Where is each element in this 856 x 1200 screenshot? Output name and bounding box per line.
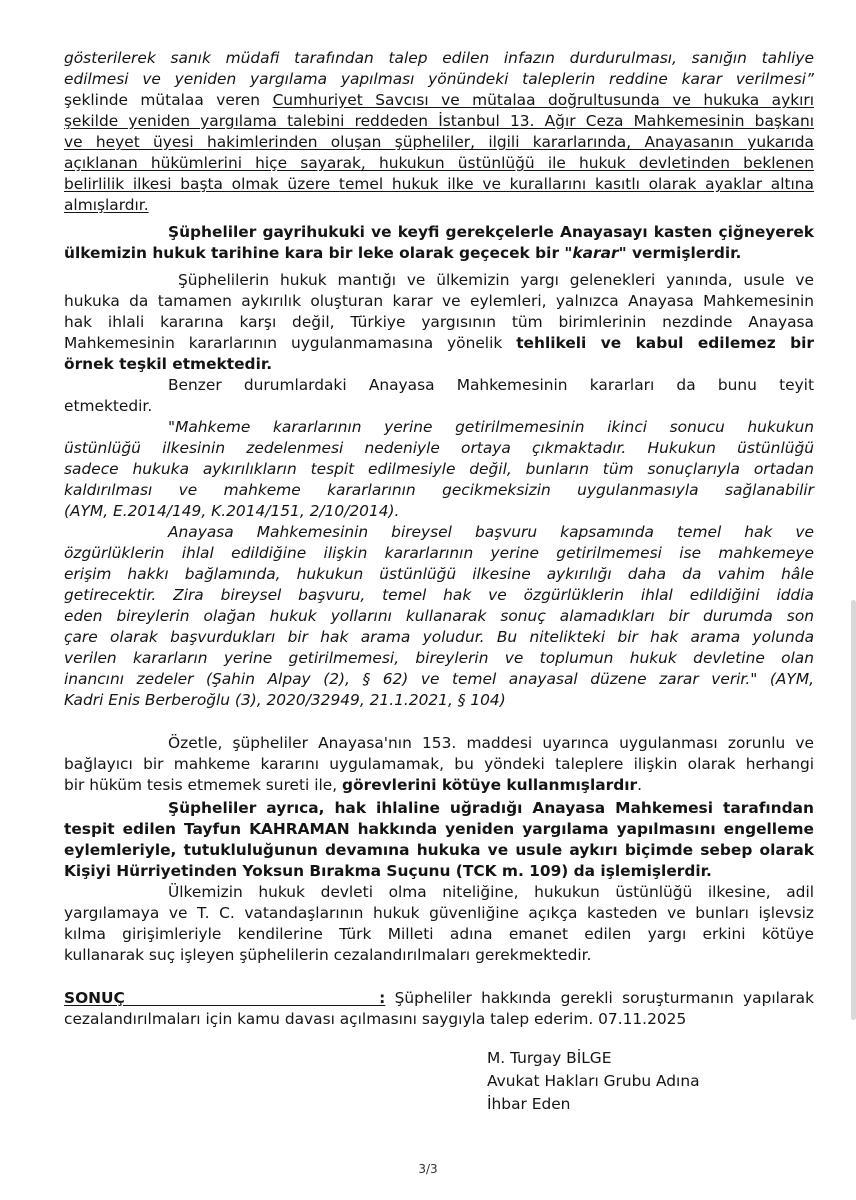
text-span: şeklinde mütalaa veren — [64, 91, 273, 109]
quote-line: üstünlüğü ilkesinin zedelenmesi nedeniyle ortaya çıkmaktadır. Hukukun üstünlüğü — [64, 439, 814, 457]
conclusion-label: SONUÇ : — [64, 989, 386, 1007]
underlined-text-line: belirlilik ilkesi başta olmak üzere temel hukuk ilke ve kurallarını kasıtlı olarak ayaklar altına — [64, 175, 814, 193]
bold-text-line: Şüpheliler ayrıca, hak ihlaline uğradığı Anayasa Mahkemesi tarafından — [168, 799, 814, 817]
quote-line: inancını zedeler (Şahin Alpay (2), § 62) ve temel anayasal düzene zarar verir." (AYM, — [64, 670, 814, 688]
italic-text: karar — [572, 244, 619, 262]
text-line — [64, 775, 814, 796]
quote-line: Kadri Enis Berberoğlu (3), 2020/32949, 21.1.2021, § 104) — [64, 691, 506, 709]
text-line: Benzer durumlardaki Anayasa Mahkemesinin kararları da bunu teyit — [168, 376, 814, 394]
text-line — [64, 90, 814, 111]
signature-role: İhbar Eden — [487, 1095, 571, 1113]
bold-statement-line — [64, 243, 814, 264]
text-line: Ülkemizin hukuk devleti olma niteliğine, hukukun üstünlüğü ilkesine, adil — [168, 883, 814, 901]
text-span: ülkemizin hukuk tarihine kara bir leke olarak geçecek bir " — [64, 244, 573, 262]
text-line: Özetle, şüpheliler Anayasa'nın 153. maddesi uyarınca uygulanması zorunlu ve — [168, 734, 814, 752]
text-line: Şüphelilerin hukuk mantığı ve ülkemizin yargı gelenekleri yanında, usule ve — [178, 271, 814, 289]
text-span: Şüpheliler hakkında gerekli soruşturmanın yapılarak — [385, 989, 815, 1007]
quote-line: erişim hakkı bağlamında, hukukun üstünlüğü ilkesine aykırılığı daha da vahim hâle — [64, 565, 814, 583]
text-span: " vermişlerdir. — [618, 244, 742, 262]
text-line: kullanarak suç işleyen şüphelilerin cezalandırılmaları gerekmektedir. — [64, 946, 592, 964]
text-line: bağlayıcı bir mahkeme kararını uygulamamak, bu yöndeki taleplere ilişkin olarak herhangi — [64, 755, 814, 773]
underlined-text-line: ve heyet üyesi hakimlerinden oluşan şüpheliler, ilgili kararlarında, Anayasanın yukarıda — [64, 133, 814, 151]
text-line: hak ihlali kararına karşı değil, Türkiye yargısının tüm birimlerinin nezdinde Anayasa — [64, 313, 814, 331]
quote-line: eden bireylerin olağan hukuk yollarını kullanarak sonuç alamadıkları bir durumda son — [64, 607, 814, 625]
signature-name: M. Turgay BİLGE — [487, 1049, 612, 1067]
bold-text-line: Kişiyi Hürriyetinden Yoksun Bırakma Suçunu (TCK m. 109) da işlemişlerdir. — [64, 862, 712, 880]
bold-text-line: eylemleriyle, tutukluluğunun devamına hukuka ve usule aykırı biçimde sebep olarak — [64, 841, 814, 859]
underlined-text-line: şekilde yeniden yargılama talebini reddeden İstanbul 13. Ağır Ceza Mahkemesinin başkanı — [64, 112, 814, 130]
quote-line: özgürlüklerin ihlal edildiğine ilişkin kararlarının yerine getirilmemesi ise mahkemeye — [64, 544, 814, 562]
quote-line: kaldırılması ve mahkeme kararlarının gecikmeksizin uygulanmasıyla sağlanabilir — [64, 481, 814, 499]
bold-text: tehlikeli ve kabul edilemez bir — [516, 334, 814, 352]
quote-line: verilen kararların yerine getirilmemesi, bireylerin ve toplumun hukuk devletine olan — [64, 649, 814, 667]
bold-text: görevlerini kötüye kullanmışlardır — [342, 776, 638, 794]
quote-line: çare olarak başvurdukları bir hak arama yoludur. Bu nitelikteki bir hak arama yolunda — [64, 628, 814, 646]
quote-line: sadece hukuka aykırılıkların tespit edilmesiyle değil, bunların tüm sonuçlarıyla ortadan — [64, 460, 814, 478]
signature-org: Avukat Hakları Grubu Adına — [487, 1072, 700, 1090]
text-span: Mahkemesinin kararlarının uygulanmamasına yönelik — [64, 334, 517, 352]
text-line: gösterilerek sanık müdafi tarafından talep edilen infazın durdurulması, sanığın tahliye — [64, 49, 814, 67]
text-line: edilmesi ve yeniden yargılama yapılması yönündeki taleplerin reddine karar verilmesi” — [64, 70, 814, 88]
text-span: . — [637, 776, 642, 794]
underlined-text-line: almışlardır. — [64, 196, 149, 214]
conclusion-line: cezalandırılmaları için kamu davası açılmasını saygıyla talep ederim. 07.11.2025 — [64, 1010, 687, 1028]
text-line: etmektedir. — [64, 397, 153, 415]
bold-text-line: tespit edilen Tayfun KAHRAMAN hakkında yeniden yargılama yapılmasını engelleme — [64, 820, 814, 838]
text-line — [64, 333, 814, 354]
quote-line: Anayasa Mahkemesinin bireysel başvuru kapsamında temel hak ve — [168, 523, 814, 541]
quote-line: (AYM, E.2014/149, K.2014/151, 2/10/2014). — [64, 502, 400, 520]
quote-line: getirecektir. Zira bireysel başvuru, temel hak ve özgürlüklerin ihlal edildiğini iddia — [64, 586, 814, 604]
text-span: bir hüküm tesis etmemek sureti ile, — [64, 776, 343, 794]
text-line: kılma girişimleriyle kendilerine Türk Milleti adına emanet edilen yargı erkini kötüye — [64, 925, 814, 943]
bold-statement-line: Şüpheliler gayrihukuki ve keyfi gerekçelerle Anayasayı kasten çiğneyerek — [168, 223, 814, 241]
underlined-text-line: açıklanan hükümlerini hiçe sayarak, hukukun üstünlüğü ile hukuk devletinden beklenen — [64, 154, 814, 172]
underlined-text: Cumhuriyet Savcısı ve mütalaa doğrultusunda ve hukuka aykırı — [272, 91, 814, 109]
bold-text-line: örnek teşkil etmektedir. — [64, 355, 273, 373]
text-line: yargılamaya ve T. C. vatandaşlarının hukuk güvenliğine açıkça kasteden ve bunları işlevsiz — [64, 904, 814, 922]
page-number: 3/3 — [418, 1162, 438, 1176]
scrollbar[interactable] — [851, 600, 856, 1020]
quote-line: "Mahkeme kararlarının yerine getirilmemesinin ikinci sonucu hukukun — [168, 418, 814, 436]
text-line: hukuka da tamamen aykırılık oluşturan karar ve eylemleri, yalnızca Anayasa Mahkemesinin — [64, 292, 814, 310]
conclusion-line — [64, 988, 814, 1009]
